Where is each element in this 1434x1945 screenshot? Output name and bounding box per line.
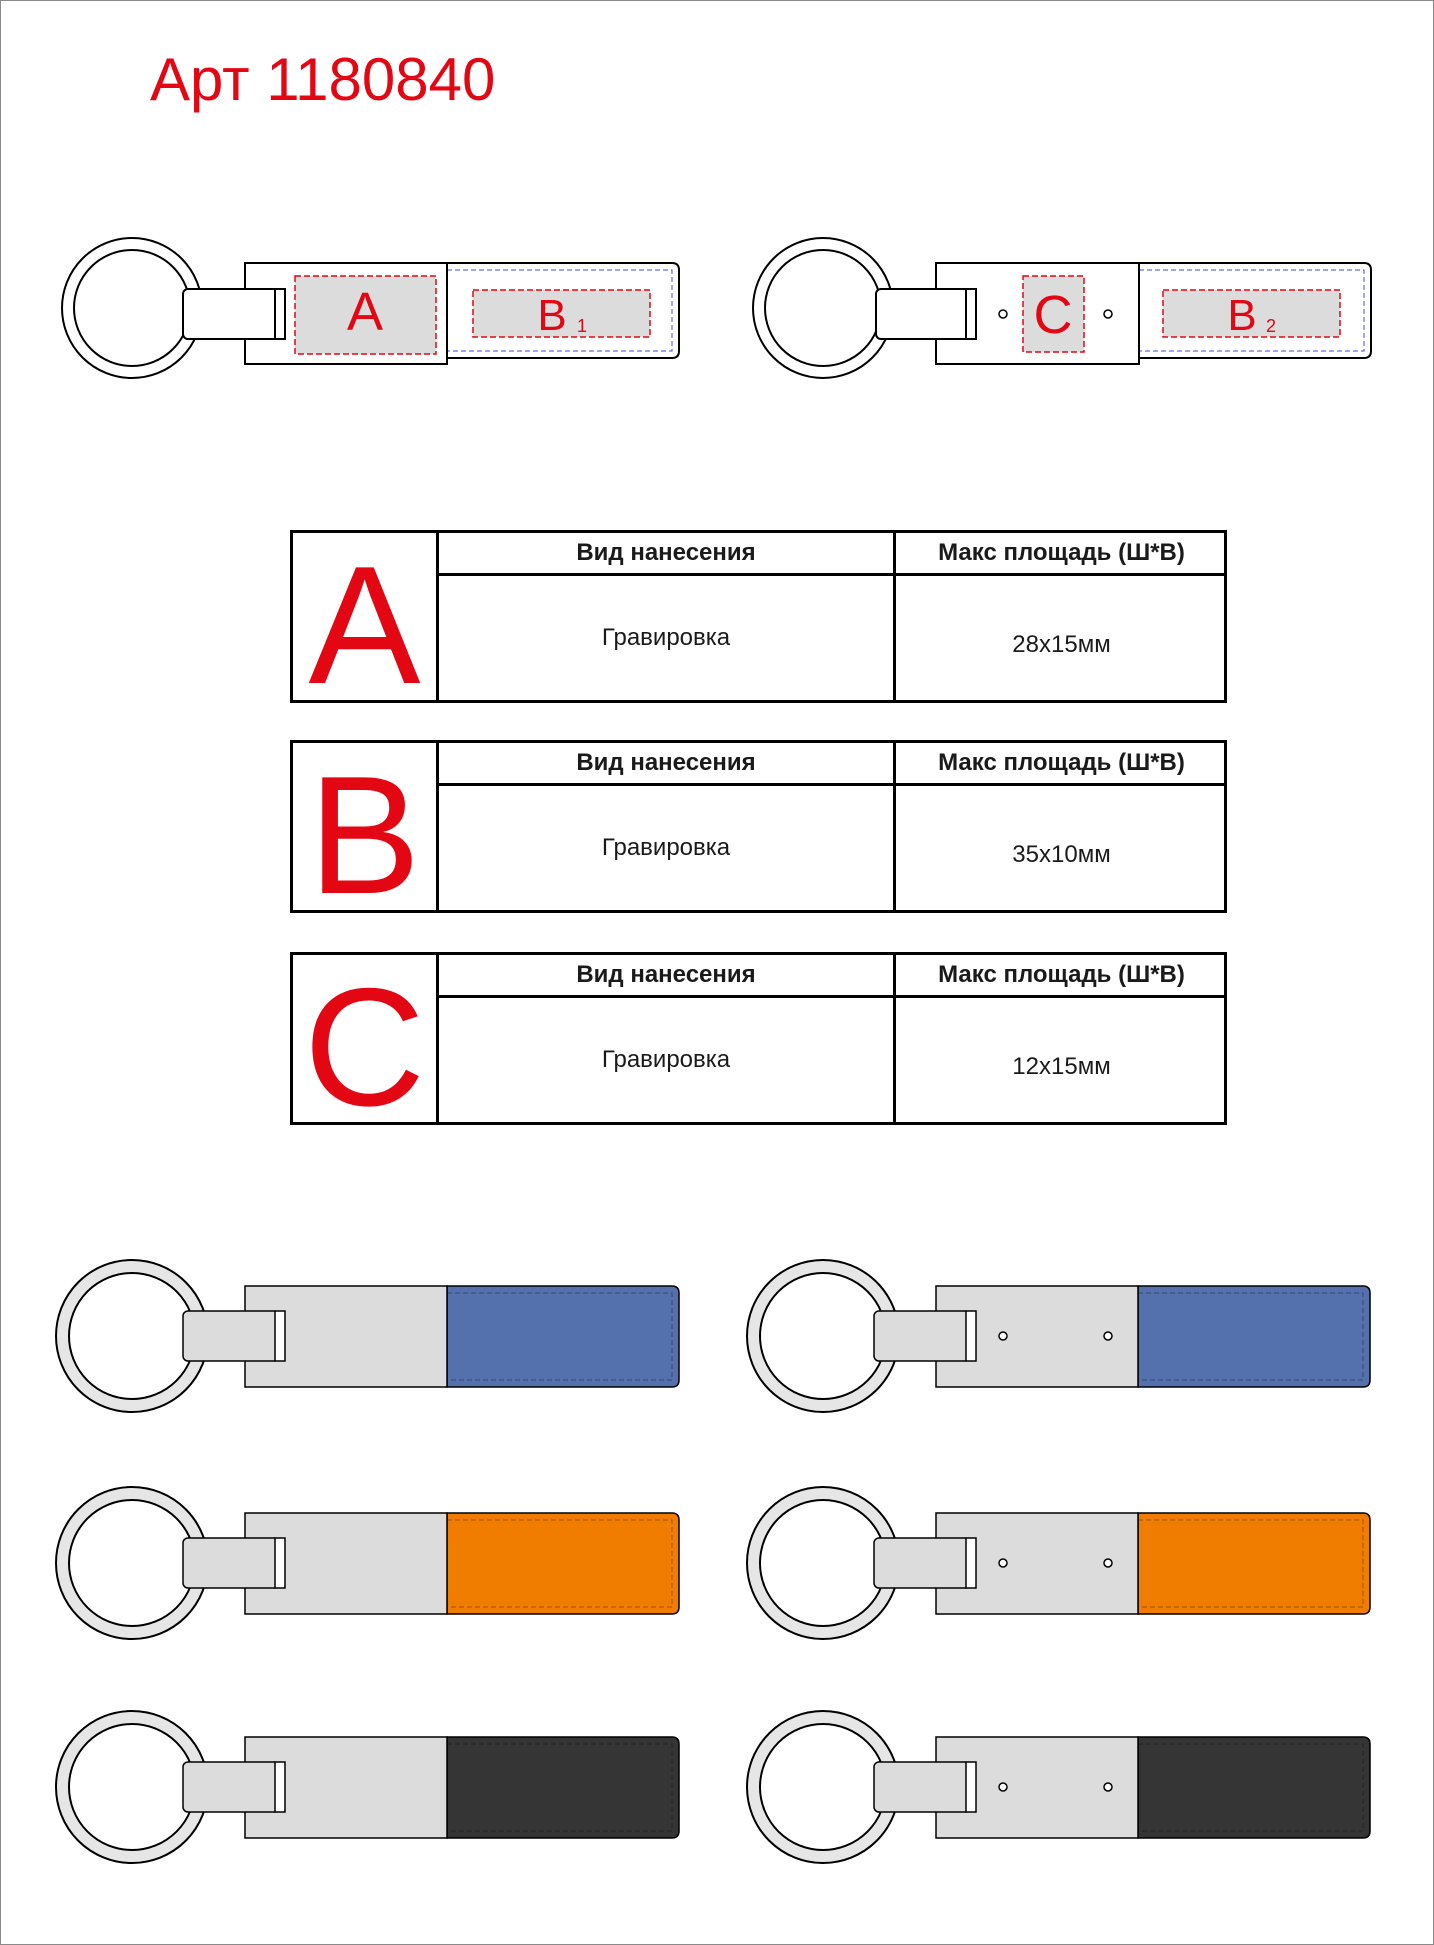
method-value: Гравировка (601, 834, 731, 861)
table-area-a (290, 530, 1227, 719)
print-area-diagram (0, 0, 1434, 420)
column-header-size: Макс площадь (Ш*В) (896, 955, 1227, 998)
table-letter: B (293, 743, 439, 910)
column-header-method: Вид нанесения (439, 743, 893, 786)
size-value: 12x15мм (1012, 1053, 1111, 1080)
column-header-size: Макс площадь (Ш*В) (896, 743, 1227, 786)
area-b2-subscript: 2 (1266, 316, 1277, 336)
area-b2-label: B (1227, 291, 1257, 340)
area-b1-label: B (537, 291, 567, 340)
table-area-b (290, 740, 1227, 929)
column-header-size: Макс площадь (Ш*В) (896, 533, 1227, 576)
article-title: Арт 1180840 (150, 46, 496, 113)
area-b1-subscript: 1 (577, 316, 588, 336)
method-value: Гравировка (601, 1046, 731, 1073)
method-value: Гравировка (601, 624, 731, 651)
area-a-label: A (346, 282, 384, 342)
size-value: 28x15мм (1012, 631, 1111, 658)
table-letter: C (293, 955, 439, 1122)
column-header-method: Вид нанесения (439, 533, 893, 576)
column-header-method: Вид нанесения (439, 955, 893, 998)
table-area-c (290, 952, 1227, 1141)
table-letter: A (293, 533, 439, 700)
area-c-label: C (1033, 285, 1073, 345)
size-value: 35x10мм (1012, 841, 1111, 868)
